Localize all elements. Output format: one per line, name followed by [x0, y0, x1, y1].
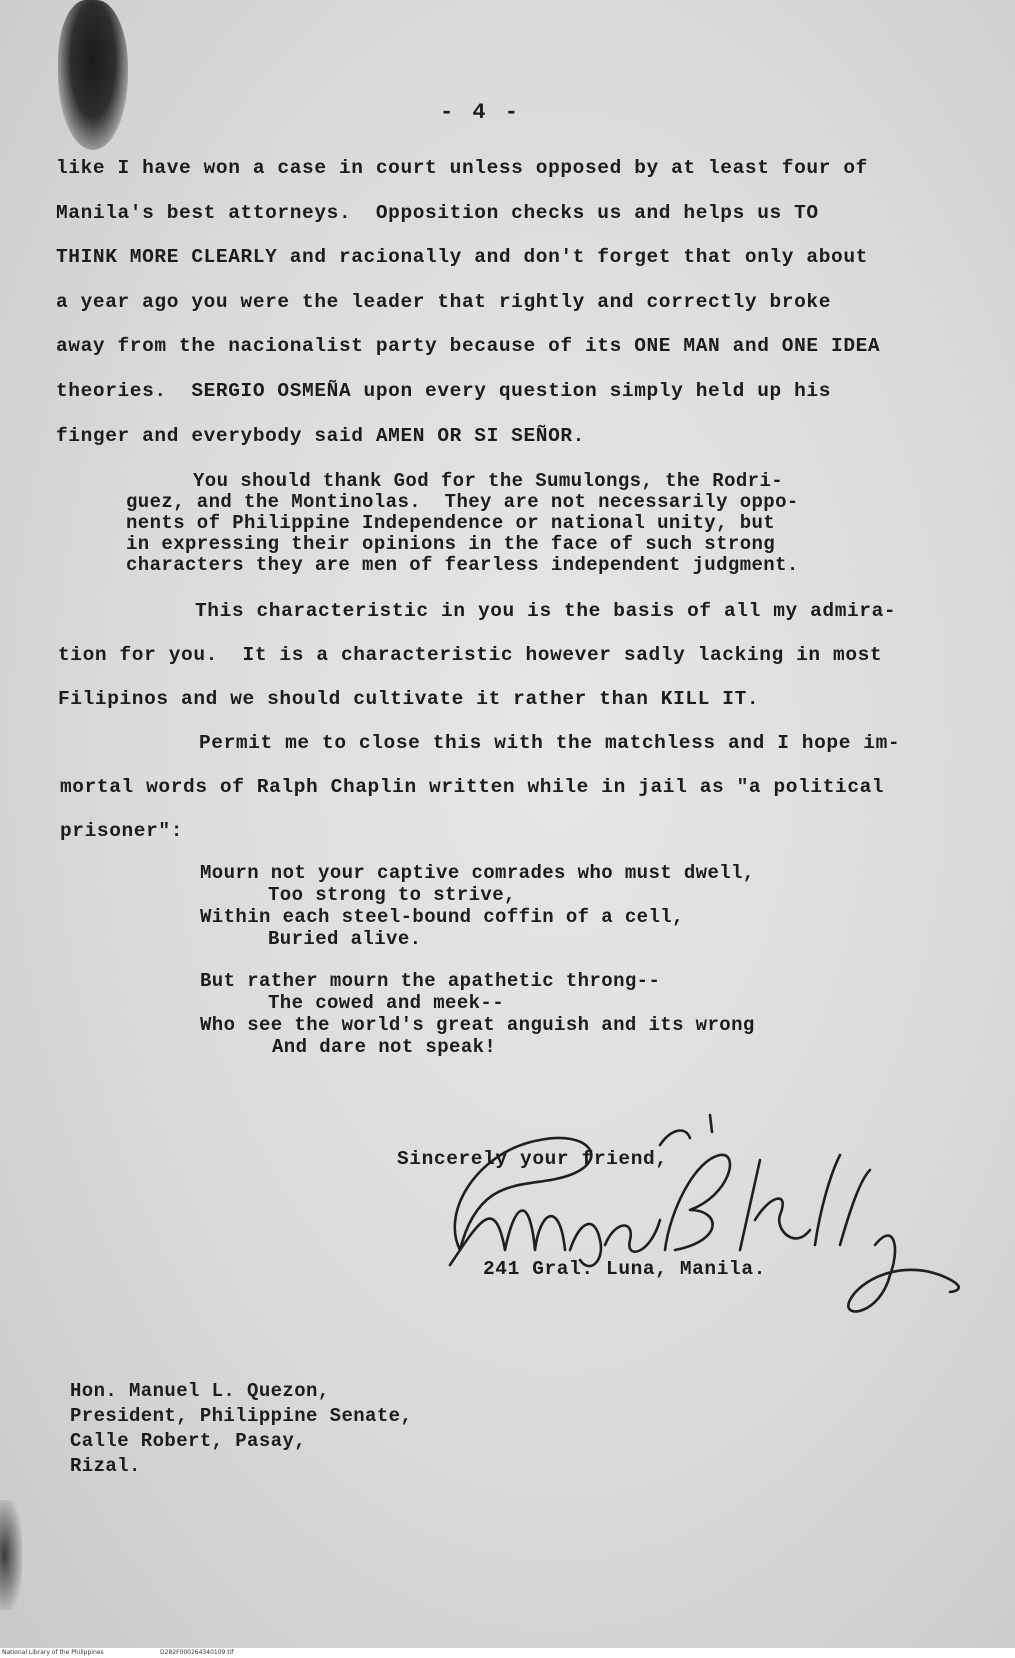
poem-line: Within each steel-bound coffin of a cell, [200, 906, 684, 928]
poem-line: Buried alive. [268, 928, 422, 950]
ink-stain [58, 0, 128, 150]
closing: Sincerely your friend, [397, 1148, 668, 1170]
body-line: mortal words of Ralph Chaplin written while in jail as "a political [60, 776, 885, 798]
poem-line: Mourn not your captive comrades who must dwell, [200, 862, 755, 884]
poem-line: The cowed and meek-- [268, 992, 505, 1014]
page-number: - 4 - [440, 100, 522, 125]
handwritten-signature [420, 1100, 980, 1330]
recipient-line: President, Philippine Senate, [70, 1405, 413, 1427]
recipient-line: Calle Robert, Pasay, [70, 1430, 307, 1452]
body-line: theories. SERGIO OSMEÑA upon every question simply held up his [56, 380, 832, 402]
body-line: a year ago you were the leader that rightly and correctly broke [56, 291, 832, 313]
body-line: away from the nacionalist party because of its ONE MAN and ONE IDEA [56, 335, 881, 357]
body-line: Manila's best attorneys. Opposition checks us and helps us TO [56, 202, 819, 224]
body-line: Permit me to close this with the matchless and I hope im- [199, 732, 901, 754]
body-line: This characteristic in you is the basis of all my admira- [195, 600, 897, 622]
poem-line: But rather mourn the apathetic throng-- [200, 970, 661, 992]
body-line: THINK MORE CLEARLY and racionally and don't forget that only about [56, 246, 868, 268]
sender-address: 241 Gral. Luna, Manila. [483, 1258, 766, 1280]
poem-line: Who see the world's great anguish and its wrong [200, 1014, 755, 1036]
body-line: finger and everybody said AMEN OR SI SEÑOR. [56, 425, 585, 447]
poem-line: And dare not speak! [272, 1036, 497, 1058]
block-line: guez, and the Montinolas. They are not necessarily oppo- [126, 491, 799, 513]
block-line: characters they are men of fearless independent judgment. [126, 554, 799, 576]
poem-line: Too strong to strive, [268, 884, 516, 906]
recipient-line: Hon. Manuel L. Quezon, [70, 1380, 330, 1402]
body-line: prisoner": [60, 820, 184, 842]
body-line: tion for you. It is a characteristic however sadly lacking in most [58, 644, 883, 666]
footer-filename: D282F000264340109.tif [160, 1649, 234, 1656]
edge-stain [0, 1500, 22, 1610]
block-line: in expressing their opinions in the face of such strong [126, 533, 776, 555]
recipient-line: Rizal. [70, 1455, 141, 1477]
block-line: nents of Philippine Independence or national unity, but [126, 512, 776, 534]
body-line: like I have won a case in court unless opposed by at least four of [56, 157, 868, 179]
block-line: You should thank God for the Sumulongs, the Rodri- [193, 470, 784, 492]
body-line: Filipinos and we should cultivate it rather than KILL IT. [58, 688, 760, 710]
archive-footer [0, 1648, 1015, 1658]
footer-source: National Library of the Philippines [2, 1649, 104, 1656]
